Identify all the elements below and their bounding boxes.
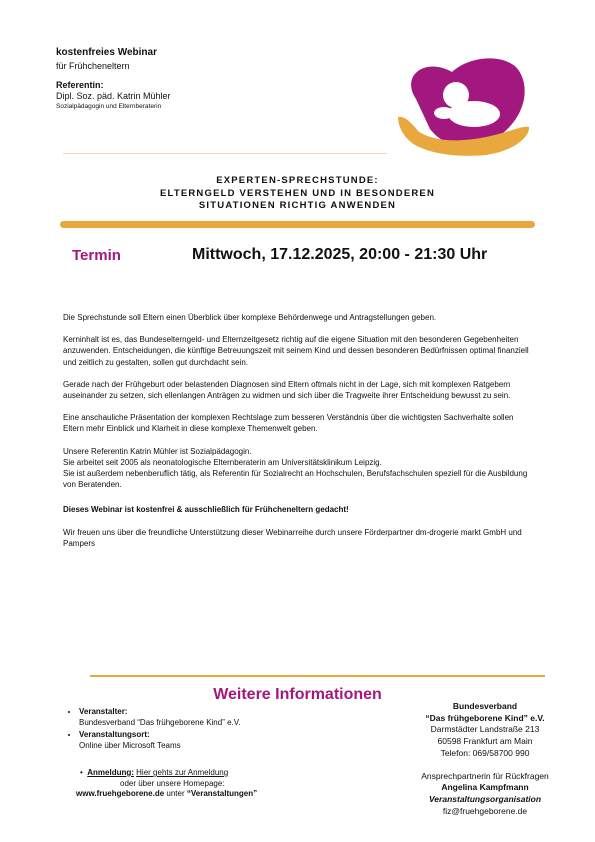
event-title-line2: ELTERNGELD VERSTEHEN UND IN BESONDEREN: [159, 187, 436, 199]
anmeldung-link[interactable]: Hier gehts zur Anmeldung: [136, 768, 229, 777]
anmeldung-label: Anmeldung:: [87, 768, 134, 777]
referentin-name: Dipl. Soz. päd. Katrin Mühler: [56, 91, 171, 101]
speaker-paragraph: [63, 446, 533, 491]
body-paragraph: Eine anschauliche Präsentation der komplexen Rechtslage zum besseren Verständnis über die wichtigsten Sachverhalte sollen Eltern mehr Einblick und Klarheit in diese komplexe Themenwelt geben.: [63, 413, 514, 434]
city: 60598 Frankfurt am Main: [437, 736, 533, 747]
body-paragraph: Gerade nach der Frühgeburt oder belastenden Diagnosen sind Eltern oftmals nicht in der Lage, sich mit komplexen Ratgebern auseinander zu setzen, sich ellenlangen Anträgen zu widmen und sich über die Tragweite ihrer Entscheidung bewusst zu sein.: [63, 379, 511, 401]
homepage-line: [76, 789, 257, 800]
free-notice: Dieses Webinar ist kostenfrei & ausschließlich für Frühcheneltern gedacht!: [63, 505, 349, 515]
event-title-line1: EXPERTEN-SPRECHSTUNDE:: [216, 175, 379, 186]
speaker-line: Sie arbeitet seit 2005 als neonatologische Elternberaterin am Universitätsklinikum Leipzig.: [63, 457, 382, 467]
more-info-title: Weitere Informationen: [213, 686, 382, 703]
contact-email[interactable]: fiz@fruehgeborene.de: [442, 805, 528, 816]
speaker-line: Sie ist außerdem nebenberuflich tätig, als Referentin für Sozialrecht an Hochschulen, Berufsfachschulen speziell für die Ausbildung von Beratenden.: [63, 469, 528, 490]
street: Darmstädter Landstraße 213: [430, 724, 540, 735]
veranstalter-value: Bundesverband “Das frühgeborene Kind” e.V.: [79, 717, 241, 727]
referentin-label: Referentin:: [56, 80, 104, 90]
webinar-subtitle: für Frühcheneltern: [56, 61, 130, 71]
termin-date: Mittwoch, 17.12.2025, 20:00 - 21:30 Uhr: [192, 246, 488, 263]
contact-person-name: Angelina Kampfmann: [441, 782, 529, 793]
anmeldung-block: [76, 768, 258, 800]
ort-label: Veranstaltungsort:: [79, 730, 150, 739]
body-paragraph: Kerninhalt ist es, das Bundeselterngeld- und Elternzeitgesetz richtig auf die eigene Situation mit den besonderen Gegebenheiten anzuwenden. Entscheidungen, die künftige Betreuungszeit mit seinem Kind und dessen besonderen Bedürfnissen optimal finanziell und zeitlich zu gestalten, sollen gut durchdacht sein.: [63, 335, 529, 367]
body-paragraph: Die Sprechstunde soll Eltern einen Überblick über komplexe Behördenwege und Antragstellungen geben.: [63, 313, 437, 322]
footer-divider: [90, 675, 545, 677]
termin-label: Termin: [72, 247, 121, 264]
title-divider: [60, 221, 535, 228]
org-name-2: “Das frühgeborene Kind” e.V.: [425, 712, 545, 723]
veranstalter-label: Veranstalter:: [79, 707, 128, 716]
contact-person-label: Ansprechpartnerin für Rückfragen: [421, 770, 549, 781]
homepage-link[interactable]: www.fruehgeborene.de: [76, 789, 165, 798]
phone: Telefon: 069/58700 990: [440, 747, 530, 758]
ort-value: Online über Microsoft Teams: [79, 740, 181, 750]
org-name-1: Bundesverband: [452, 701, 518, 711]
homepage-unter: unter: [166, 789, 185, 798]
anmeldung-line: • Anmeldung: Hier gehts zur Anmeldung: [80, 768, 229, 777]
homepage-section: “Veranstaltungen”: [186, 789, 258, 798]
contact-person-role: Veranstaltungsorganisation: [428, 793, 542, 804]
body-text: [63, 312, 533, 560]
event-title-line3: SITUATIONEN RICHTIG ANWENDEN: [198, 200, 397, 211]
event-info-list: [65, 707, 241, 753]
sponsor-paragraph: Wir freuen uns über die freundliche Unterstützung dieser Webinarreihe durch unsere Förderpartner dm-drogerie markt GmbH und Pampers: [63, 527, 522, 548]
header-divider: [63, 153, 387, 154]
referentin-role: Sozialpädagogin und Elternberaterin: [56, 103, 162, 110]
contact-block: [405, 701, 565, 817]
heart-hand-baby-logo-icon: [396, 57, 531, 157]
anmeldung-or: oder über unsere Homepage:: [120, 778, 225, 788]
veranstalter-item: [79, 707, 241, 728]
speaker-line: Unsere Referentin Katrin Mühler ist Sozialpädagogin.: [63, 446, 252, 456]
event-title: [100, 175, 495, 213]
webinar-title: kostenfreies Webinar: [56, 47, 157, 58]
ort-item: [79, 730, 241, 751]
